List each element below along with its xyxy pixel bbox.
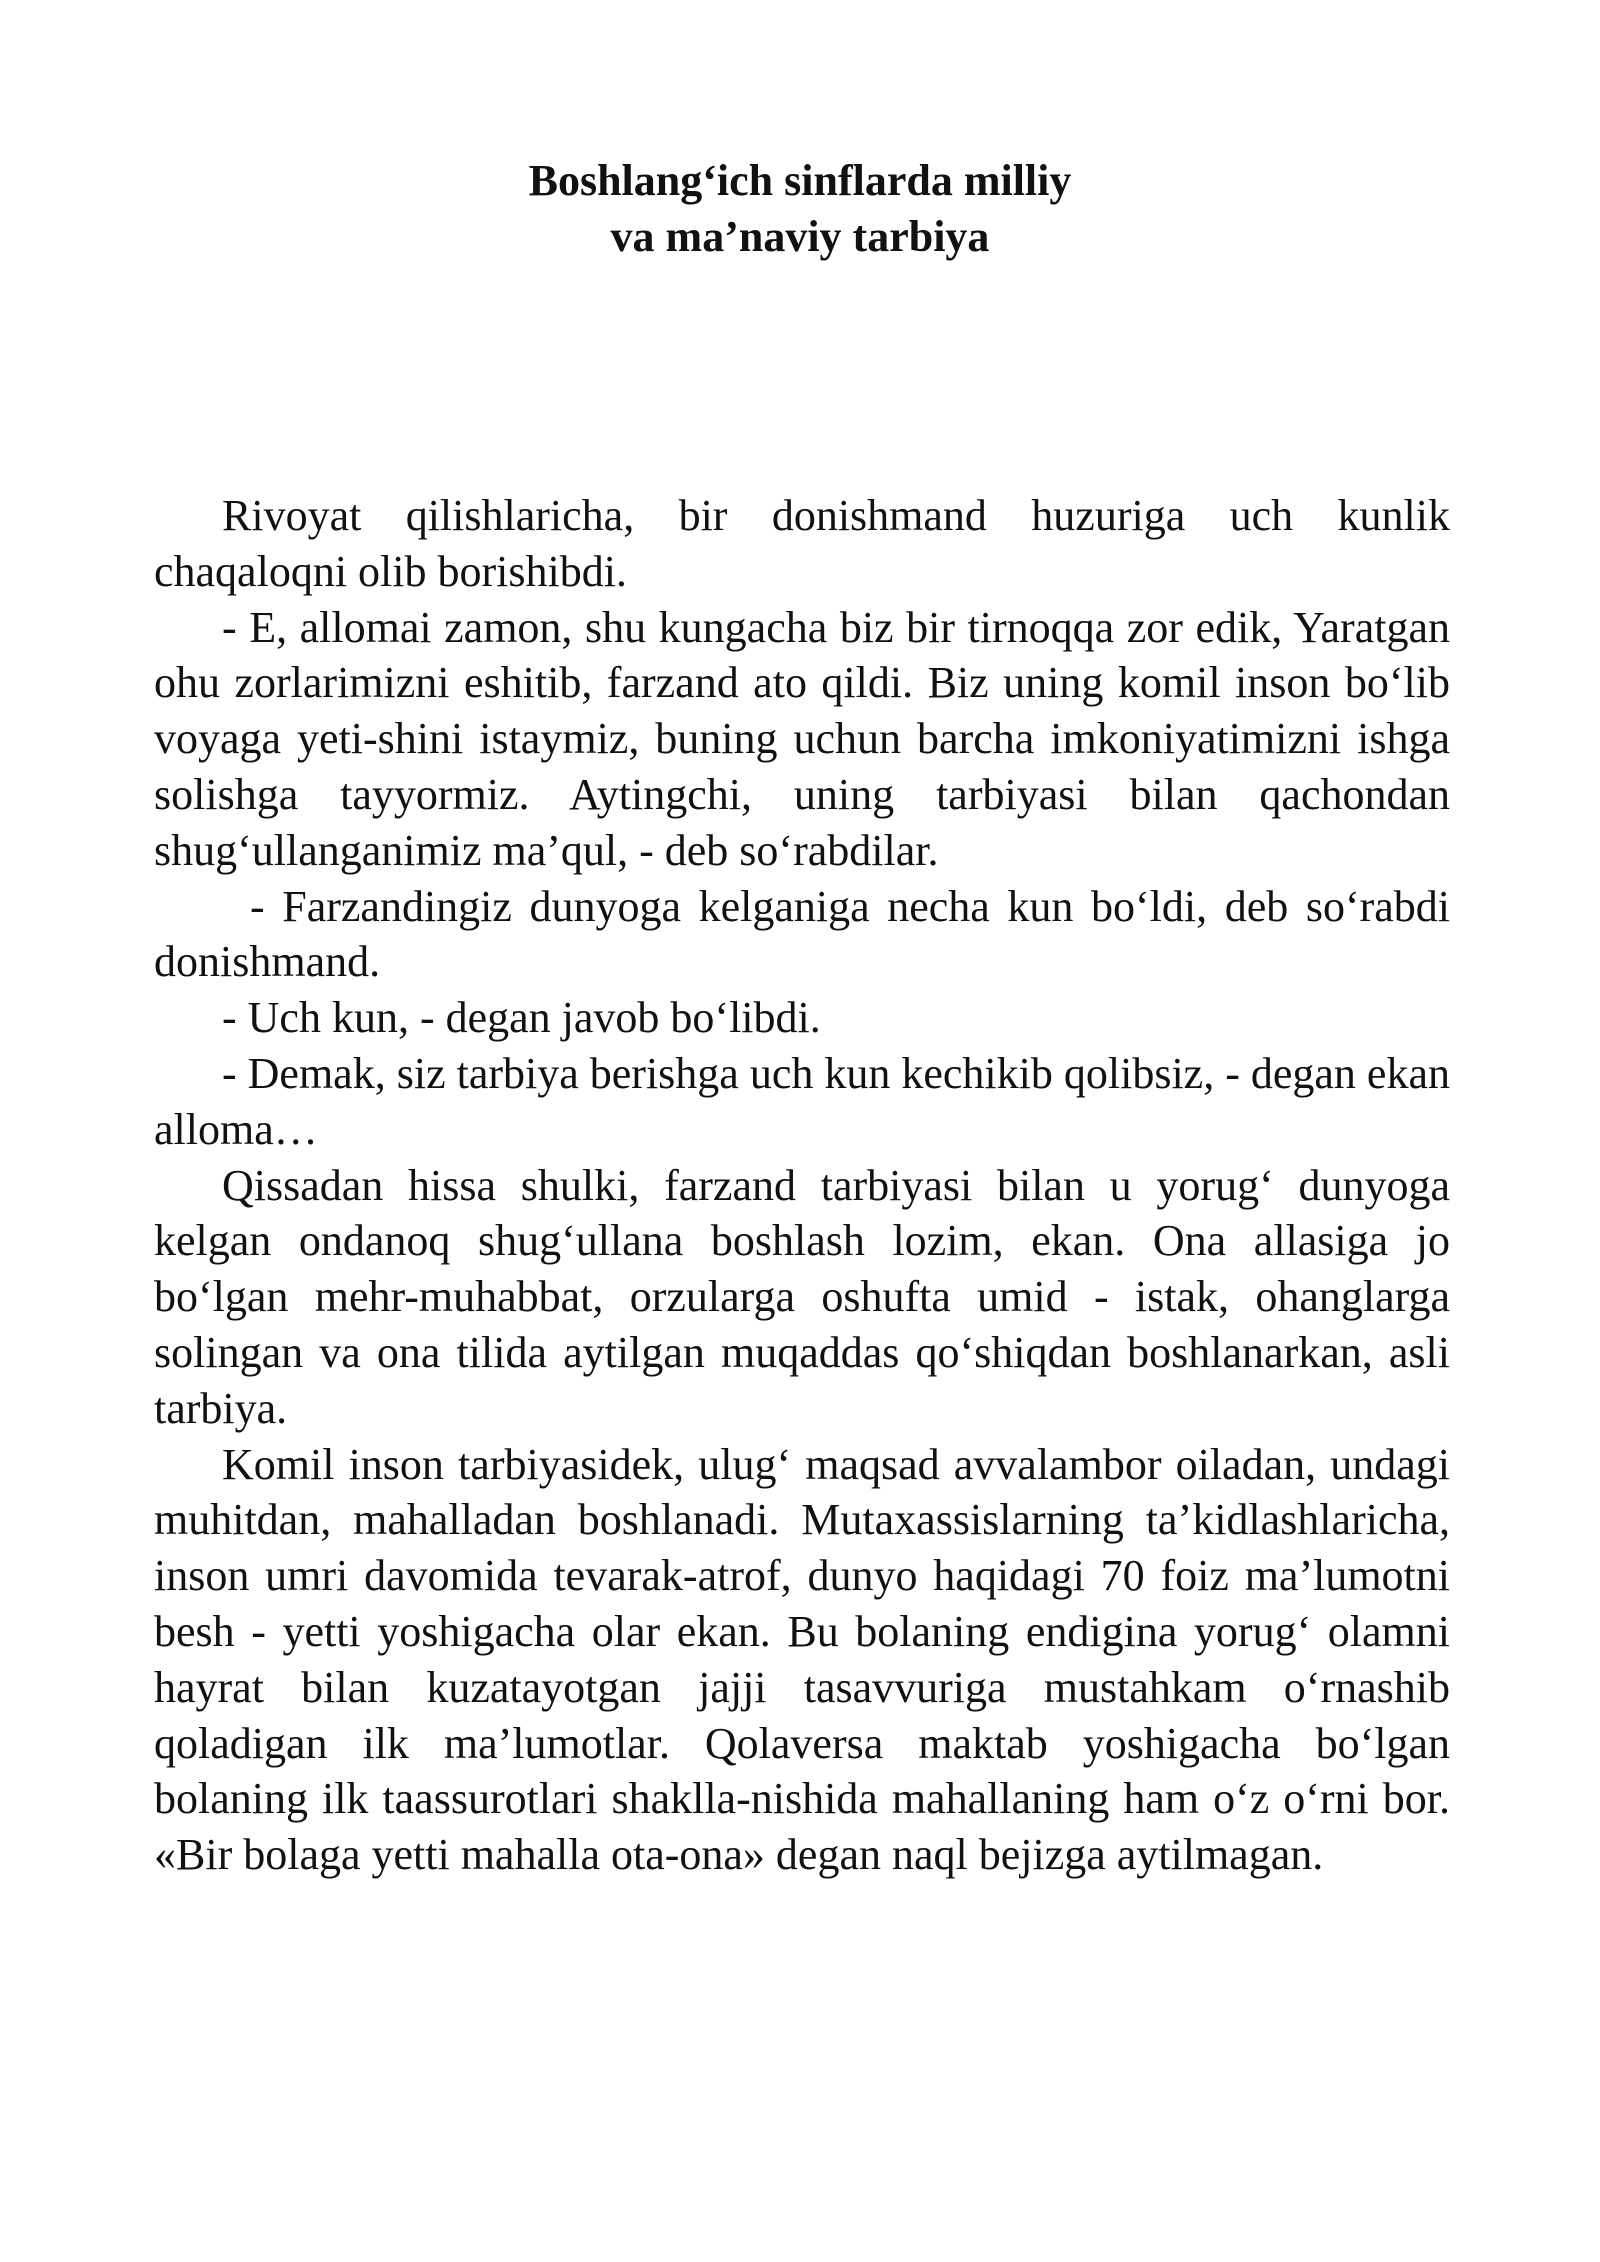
paragraph-mahalla: Komil inson tarbiyasidek, ulug‘ maqsad avvalambor oiladan, undagi muhitdan, mahalladan boshlanadi. Mutaxassislarning ta’kidlashlaricha, inson umri davomida tevarak-atrof, dunyo haqidagi 70 foiz ma’lumotni besh - yetti yoshigacha olar ekan. Bu bolaning endigina yorug‘ olamni hayrat bilan kuzatayotgan jajji tasavvuriga mustahkam o‘rnashib qoladigan ilk ma’lumotlar. Qolaversa maktab yoshigacha bo‘lgan bolaning ilk taassurotlari shaklla-nishida mahallaning ham o‘z o‘rni bor. «Bir bolaga yetti mahalla ota-ona» degan naql bejizga aytilmagan.	[154, 1439, 1450, 1880]
document-title	[0, 153, 1600, 265]
title-line-1: Boshlang‘ich sinflarda milliy	[528, 156, 1072, 205]
document-body	[154, 488, 1450, 1883]
paragraph-dialogue-answer: - Uch kun, - degan javob bo‘libdi.	[222, 993, 821, 1043]
title-line-2: va ma’naviy tarbiya	[610, 212, 990, 261]
paragraph-dialogue-parents: - E, allomai zamon, shu kungacha biz bir tirnoqqa zor edik, Yaratgan ohu zorlarimizni eshitib, farzand ato qildi. Biz uning komil inson bo‘lib voyaga yeti-shini istaymiz, buning uchun barcha imkoniyatimizni ishga solishga tayyormiz. Aytingchi, uning tarbiyasi bilan qachondan shug‘ullanganimiz ma’qul, - deb so‘rabdilar.	[154, 602, 1450, 875]
paragraph-intro: Rivoyat qilishlaricha, bir donishmand huzuriga uch kunlik chaqaloqni olib borishibdi.	[154, 491, 1450, 596]
paragraph-dialogue-sage-question: - Farzandingiz dunyoga kelganiga necha kun bo‘ldi, deb so‘rabdi donishmand.	[154, 881, 1450, 987]
paragraph-dialogue-sage-reply: - Demak, siz tarbiya berishga uch kun kechikib qolibsiz, - degan ekan alloma…	[154, 1048, 1450, 1154]
paragraph-moral: Qissadan hissa shulki, farzand tarbiyasi bilan u yorug‘ dunyoga kelgan ondanoq shug‘ullana boshlash lozim, ekan. Ona allasiga jo bo‘lgan mehr-muhabbat, orzularga oshufta umid - istak, ohanglarga solingan va ona tilida aytilgan muqaddas qo‘shiqdan boshlanarkan, asli tarbiya.	[154, 1160, 1450, 1433]
